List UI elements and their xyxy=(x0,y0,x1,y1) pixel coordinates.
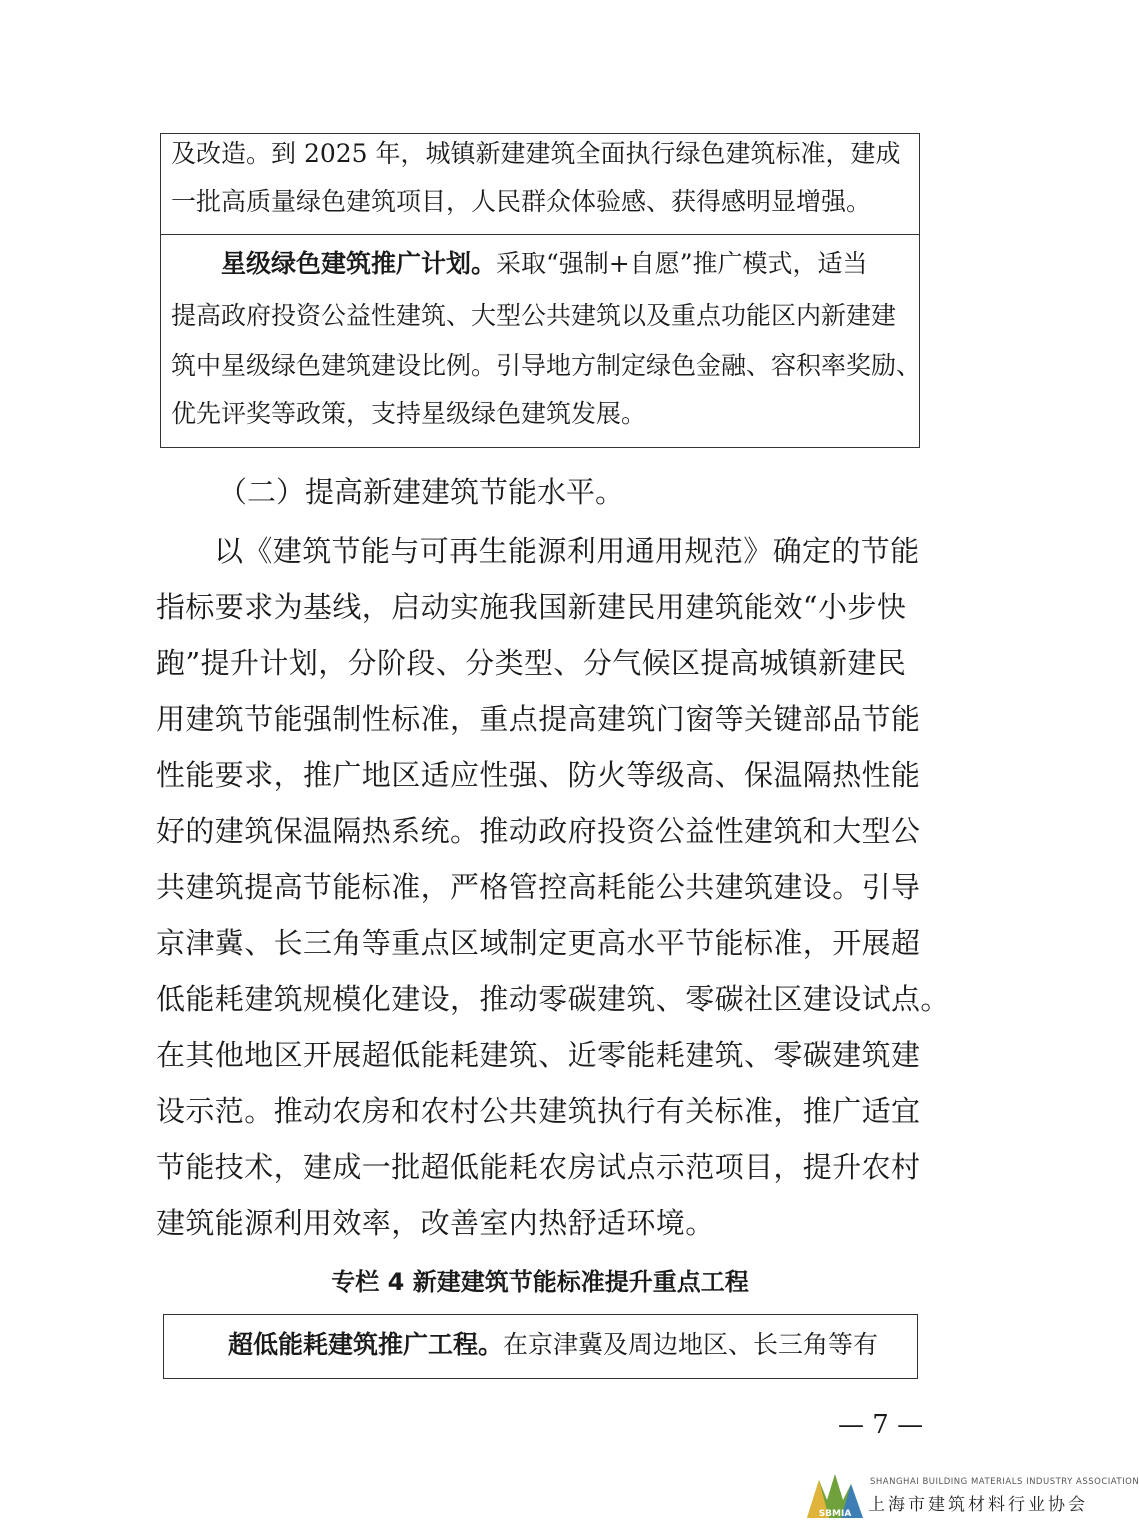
box-program-line xyxy=(228,1331,878,1359)
paragraph-line: 低能耗建筑规模化建设，推动零碳建筑、零碳社区建设试点。 xyxy=(156,982,950,1016)
association-name-cn: 上海市建筑材料行业协会 xyxy=(868,1495,1088,1515)
box-text-line: 提高政府投资公益性建筑、大型公共建筑以及重点功能区内新建建 xyxy=(171,301,897,330)
paragraph-line: 京津冀、长三角等重点区域制定更高水平节能标准，开展超 xyxy=(156,926,921,960)
column-title: 专栏 4 新建建筑节能标准提升重点工程 xyxy=(331,1268,749,1296)
program-text: 采取“强制+自愿”推广模式，适当 xyxy=(496,249,868,278)
program-title: 星级绿色建筑推广计划。 xyxy=(221,249,497,278)
box-text-line: 筑中星级绿色建筑建设比例。引导地方制定绿色金融、容积率奖励、 xyxy=(171,351,922,380)
logo-text: SBMIA xyxy=(818,1509,852,1519)
paragraph-line: 用建筑节能强制性标准，重点提高建筑门窗等关键部品节能 xyxy=(156,702,921,736)
box-text-line: 及改造。到 2025 年，城镇新建建筑全面执行绿色建筑标准，建成 xyxy=(171,139,901,168)
paragraph-line: 节能技术，建成一批超低能耗农房试点示范项目，提升农村 xyxy=(156,1150,921,1184)
paragraph-line: 设示范。推动农房和农村公共建筑执行有关标准，推广适宜 xyxy=(156,1094,921,1128)
section-heading: （二）提高新建建筑节能水平。 xyxy=(218,475,625,509)
association-name-en: SHANGHAI BUILDING MATERIALS INDUSTRY ASSOCIATION xyxy=(870,1477,1139,1487)
paragraph-line: 以《建筑节能与可再生能源利用通用规范》确定的节能 xyxy=(214,534,920,568)
paragraph-line: 共建筑提高节能标准，严格管控高耗能公共建筑建设。引导 xyxy=(156,870,921,904)
paragraph-line: 在其他地区开展超低能耗建筑、近零能耗建筑、零碳建筑建 xyxy=(156,1038,921,1072)
box-text-line: 一批高质量绿色建筑项目，人民群众体验感、获得感明显增强。 xyxy=(171,187,872,216)
program-title: 超低能耗建筑推广工程。 xyxy=(228,1330,504,1359)
box-program-line xyxy=(221,250,868,278)
box-text-line: 优先评奖等政策，支持星级绿色建筑发展。 xyxy=(171,399,647,428)
highlight-box-green-building xyxy=(160,133,920,448)
highlight-box-ultra-low-energy xyxy=(163,1314,918,1379)
association-logo-icon xyxy=(805,1470,865,1520)
box-divider xyxy=(161,234,919,235)
program-text: 在京津冀及周边地区、长三角等有 xyxy=(503,1330,879,1359)
paragraph-line: 好的建筑保温隔热系统。推动政府投资公益性建筑和大型公 xyxy=(156,814,921,848)
paragraph-line: 指标要求为基线，启动实施我国新建民用建筑能效“小步快 xyxy=(156,590,907,624)
paragraph-line: 建筑能源利用效率，改善室内热舒适环境。 xyxy=(156,1206,715,1240)
page-number: — 7 — xyxy=(838,1410,924,1440)
paragraph-line: 性能要求，推广地区适应性强、防火等级高、保温隔热性能 xyxy=(156,758,921,792)
paragraph-line: 跑”提升计划，分阶段、分类型、分气候区提高城镇新建民 xyxy=(156,646,907,680)
